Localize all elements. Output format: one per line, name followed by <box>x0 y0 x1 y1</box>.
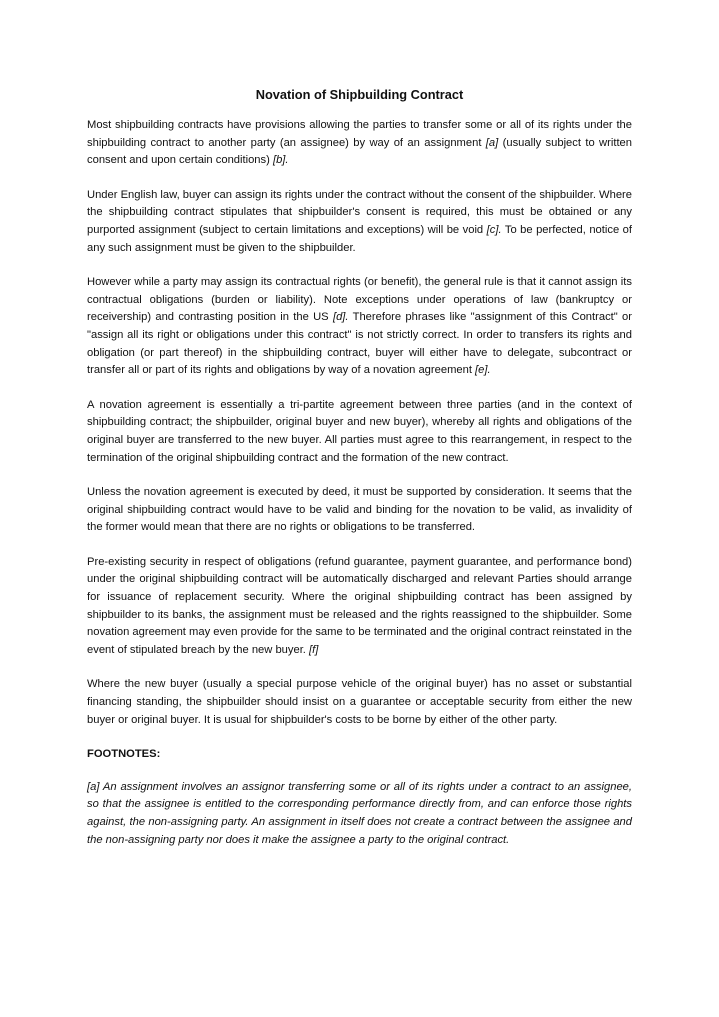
paragraph-text: Where the new buyer (usually a special purpose vehicle of the original buyer) has no asset or substantial financing standing, the shipbuilder should insist on a guarantee or acceptable security from either the new buyer or original buyer. It is usual for shipbuilder's costs to be borne by either of the other party. <box>87 678 632 726</box>
paragraph-text: To be perfected, notice of any such assignment must be given to the shipbuilder. <box>87 223 632 254</box>
paragraph-text: Most shipbuilding contracts have provisions allowing the parties to transfer some or all of its rights under the shipbuilding contract to another party (an assignee) by way of an assignment <box>87 119 632 149</box>
paragraph-text: Therefore phrases like "assignment of this Contract" or "assign all its right or obligations under this contract" is not strictly correct. In order to transfers its rights and obligation (or part thereof) in the shipbuilding contract, buyer will either have to delegate, subcontract or transfer all or part of its rights and obligations by way of a novation agreement <box>87 311 632 377</box>
footnote-ref-d: [d]. <box>332 311 349 324</box>
paragraph-7 <box>87 676 632 729</box>
footnote-ref-a: [a] <box>485 136 499 149</box>
paragraph-4 <box>87 397 632 467</box>
paragraph-2 <box>87 187 632 257</box>
paragraph-text: A novation agreement is essentially a tri-partite agreement between three parties (and in the context of shipbuilding contract; the shipbuilder, original buyer and new buyer), whereby all rights and obligations of the original buyer are transferred to the new buyer. All parties must agree to this rearrangement, in respect to the termination of the original shipbuilding contract and the formation of the new contract. <box>87 398 632 464</box>
footnote-ref-b: [b]. <box>272 154 289 167</box>
paragraph-text: Under English law, buyer can assign its rights under the contract without the consent of the shipbuilder. Where the shipbuilding contract stipulates that shipbuilder's consent is required, this must be obtained or any purported assignment (subject to certain limitations and exceptions) will be void <box>87 188 632 236</box>
paragraph-3 <box>87 274 632 380</box>
document-body <box>87 117 632 729</box>
document-page <box>87 86 632 849</box>
paragraph-text: (usually subject to written consent and upon certain conditions) <box>87 136 632 167</box>
document-title: Novation of Shipbuilding Contract <box>255 87 464 102</box>
paragraph-text: Pre-existing security in respect of obligations (refund guarantee, payment guarantee, and performance bond) under the original shipbuilding contract will be automatically discharged and relevant Parties should arrange for issuance of replacement security. Where the original shipbuilding contract has been assigned by shipbuilder to its banks, the assignment must be released and the rights reassigned to the shipbuilder. Some novation agreement may even provide for the same to be terminated and the original contract reinstated in the event of stipulated breach by the new buyer. <box>87 555 632 656</box>
paragraph-6 <box>87 554 632 660</box>
footnote-ref-f: [f] <box>309 643 319 656</box>
footnote-a: [a] An assignment involves an assignor transferring some or all of its rights under a contract to an assignee, so that the assignee is entitled to the corresponding performance directly from, and can enforce those rights against, the non-assigning party. An assignment in itself does not create a contract between the assignee and the non-assigning party nor does it make the assignee a party to the original contract. <box>87 780 632 846</box>
footnote-ref-e: [e]. <box>475 364 491 377</box>
paragraph-text: However while a party may assign its contractual rights (or benefit), the general rule is that it cannot assign its contractual obligations (burden or liability). Note exceptions under operations of law (bankruptcy or receivership) and contrasting position in the US <box>87 276 632 324</box>
paragraph-1 <box>87 117 632 170</box>
paragraph-5 <box>87 484 632 537</box>
paragraph-text: Unless the novation agreement is executed by deed, it must be supported by consideration. It seems that the original shipbuilding contract would have to be valid and binding for the novation to be valid, as invalidity of the former would mean that there are no rights or obligations to be transferred. <box>87 486 632 534</box>
footnotes-heading: FOOTNOTES: <box>87 748 161 761</box>
footnote-ref-c: [c]. <box>486 223 502 236</box>
